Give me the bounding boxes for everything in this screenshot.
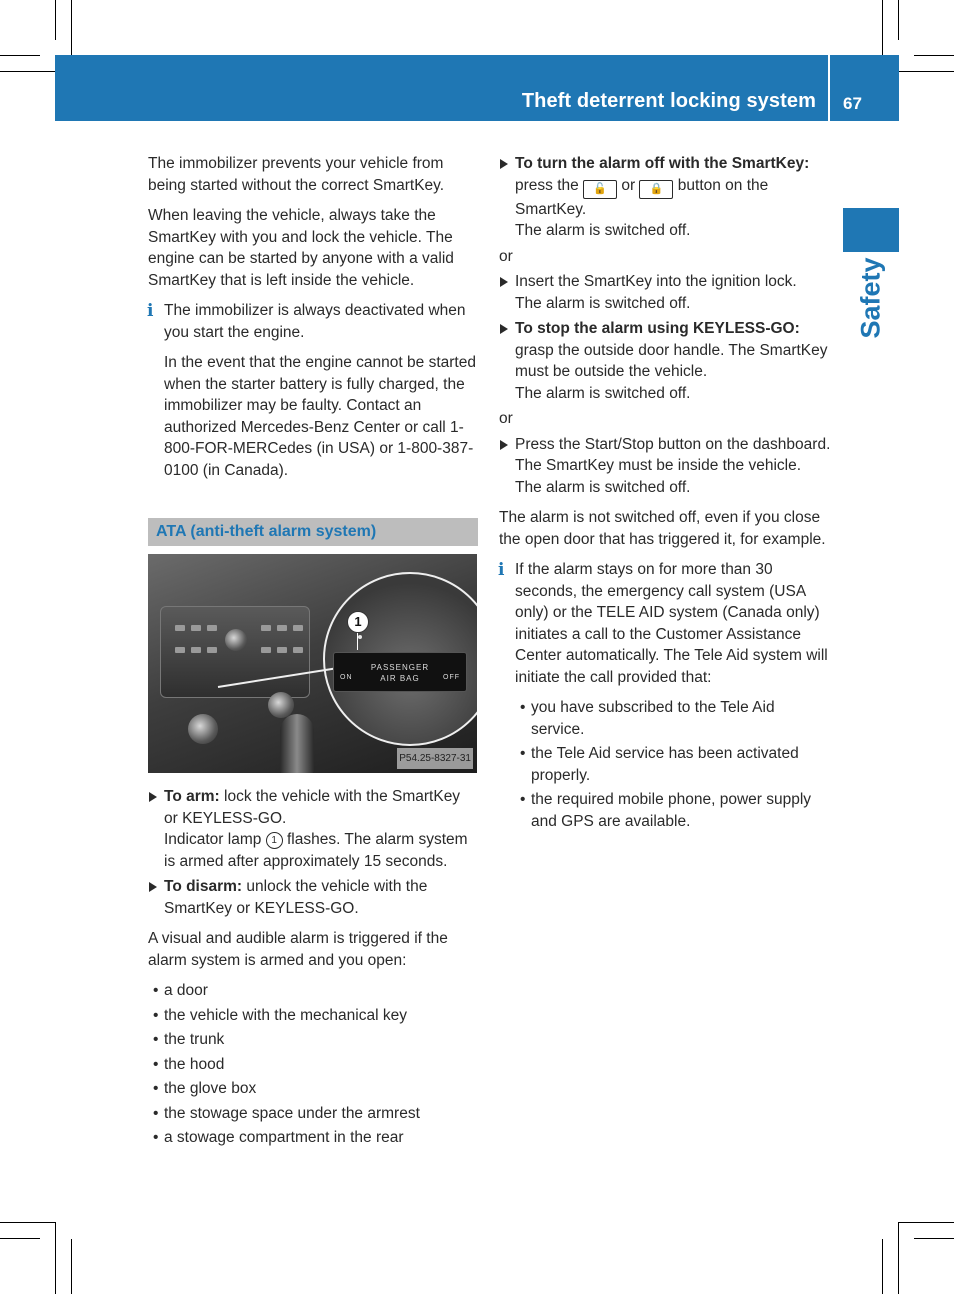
- airbag-on-label: ON: [340, 674, 353, 681]
- climate-knob: [188, 714, 218, 744]
- info-text: The immobilizer is always deactivated when you start the engine.: [164, 302, 466, 341]
- dashboard-figure: [148, 554, 477, 773]
- step-result: Indicator lamp 1 flashes. The alarm system is armed after approximately 15 seconds.: [164, 831, 468, 870]
- info-icon: i: [498, 560, 505, 580]
- page-title: Theft deterrent locking system: [521, 90, 816, 112]
- section-heading: ATA (anti-theft alarm system): [148, 518, 478, 546]
- list-item: • a door: [148, 980, 478, 1002]
- crop-mark: [882, 0, 883, 55]
- list-item: • a stowage compartment in the rear: [148, 1127, 478, 1149]
- crop-mark: [882, 1239, 883, 1294]
- passenger-airbag-indicator: [333, 652, 467, 692]
- airbag-off-label: OFF: [443, 674, 460, 681]
- step-result: The alarm is switched off.: [515, 478, 691, 496]
- right-column: [499, 153, 831, 841]
- crop-mark: [55, 1222, 56, 1294]
- step-disarm: [148, 876, 478, 919]
- trigger-intro: A visual and audible alarm is triggered if the alarm system is armed and you open:: [148, 930, 448, 969]
- info-text: In the event that the engine cannot be started when the starter battery is fully charged, the immobilizer may be faulty. Contact an authorized Mercedes-Benz Center or call 1-800-FOR-MERCedes (in USA) or 1-800-387-0100 (in Canada).: [164, 354, 476, 479]
- info-icon: i: [147, 301, 154, 321]
- or-separator: or: [499, 247, 513, 265]
- crop-mark: [0, 55, 40, 56]
- step-text: unlock the vehicle with the SmartKey or KEYLESS-GO.: [164, 878, 428, 917]
- step-result: The alarm is switched off.: [515, 222, 691, 239]
- crop-mark: [0, 1238, 40, 1239]
- step-arm: [148, 786, 478, 872]
- figure-code: P54.25-8327-31: [397, 748, 473, 770]
- list-item: • the hood: [148, 1054, 478, 1076]
- info-text: If the alarm stays on for more than 30 seconds, the emergency call system (USA only) or the TELE AID system (Canada only) initiates a call to the Customer Assistance Center automatically. The Tele Aid system will initiate the call provided that:: [515, 561, 828, 686]
- list-item: • the trunk: [148, 1029, 478, 1051]
- crop-mark: [898, 1222, 899, 1294]
- step-keyless-go: [499, 318, 831, 404]
- crop-mark: [71, 1239, 72, 1294]
- callout-1: 1: [347, 611, 369, 633]
- step-label: To disarm:: [164, 878, 243, 895]
- callout-ref-1: 1: [266, 832, 283, 849]
- unlock-icon: 🔓: [583, 180, 617, 199]
- info-note: [148, 300, 478, 481]
- crop-mark: [898, 0, 899, 40]
- lock-icon: 🔒: [639, 180, 673, 199]
- indicator-lamp: [358, 635, 362, 639]
- crop-mark: [0, 1222, 55, 1223]
- crop-mark: [914, 55, 954, 56]
- left-column: [148, 153, 478, 1152]
- or-separator: or: [499, 410, 513, 427]
- crop-mark: [899, 71, 954, 72]
- step-label: To arm:: [164, 788, 220, 805]
- step-text: lock the vehicle with the SmartKey or KEYLESS-GO.: [164, 788, 461, 827]
- crop-mark: [914, 1238, 954, 1239]
- alarm-note: The alarm is not switched off, even if you close the open door that has triggered it, for example.: [499, 509, 826, 548]
- step-result: The alarm is switched off.: [515, 294, 691, 312]
- step-label: To stop the alarm using KEYLESS-GO:: [515, 320, 800, 337]
- side-tab: [843, 208, 899, 252]
- intro-paragraph: When leaving the vehicle, always take the SmartKey with you and lock the vehicle. The engine can be started by anyone with a valid SmartKey that is left inside the vehicle.: [148, 207, 454, 289]
- list-item: • the Tele Aid service has been activated properly.: [515, 743, 831, 786]
- side-tab-label: Safety: [855, 257, 886, 339]
- step-text: Press the Start/Stop button on the dashboard. The SmartKey must be inside the vehicle.: [515, 435, 831, 474]
- step-text: grasp the outside door handle. The SmartKey must be outside the vehicle.: [515, 341, 828, 380]
- crop-mark: [55, 0, 56, 40]
- crop-mark: [71, 0, 72, 55]
- page-number: 67: [843, 94, 862, 113]
- step-text: Insert the SmartKey into the ignition lock.: [515, 273, 797, 290]
- crop-mark: [0, 71, 55, 72]
- step-label: To turn the alarm off with the SmartKey:: [515, 155, 810, 172]
- step-start-stop: [499, 434, 831, 499]
- info-note: [499, 559, 831, 832]
- list-item: • the vehicle with the mechanical key: [148, 1005, 478, 1027]
- intro-paragraph: The immobilizer prevents your vehicle from being started without the correct SmartKey.: [148, 155, 445, 194]
- gear-shifter: [280, 714, 314, 773]
- list-item: • the stowage space under the armrest: [148, 1103, 478, 1125]
- step-alarm-off-smartkey: To turn the alarm off with the SmartKey: press the 🔓 or 🔒 button on the SmartKey. The alarm is switched off.: [499, 153, 831, 242]
- list-item: • the glove box: [148, 1078, 478, 1100]
- airbag-panel-label: PASSENGER AIR BAG: [370, 663, 430, 683]
- step-ignition-lock: [499, 271, 831, 314]
- step-result: The alarm is switched off.: [515, 384, 691, 402]
- list-item: • the required mobile phone, power supply and GPS are available.: [515, 789, 831, 832]
- list-item: • you have subscribed to the Tele Aid service.: [515, 697, 831, 740]
- crop-mark: [899, 1222, 954, 1223]
- header-divider: [828, 55, 830, 121]
- callout-line: [357, 632, 358, 650]
